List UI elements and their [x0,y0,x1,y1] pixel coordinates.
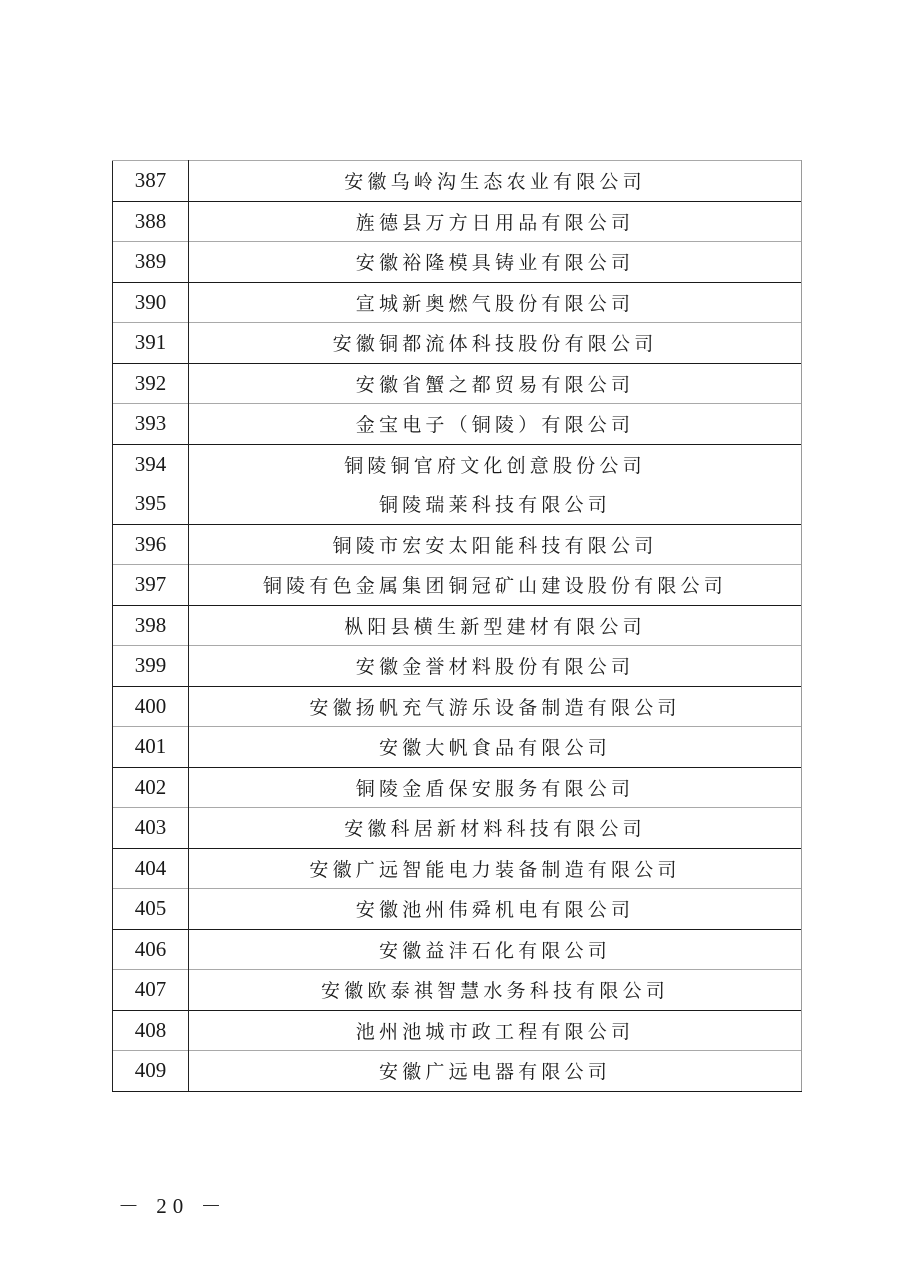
company-name: 安徽扬帆充气游乐设备制造有限公司 [189,686,802,727]
company-name: 安徽欧泰祺智慧水务科技有限公司 [189,970,802,1011]
company-name: 铜陵市宏安太阳能科技有限公司 [189,524,802,565]
row-number: 388 [113,201,189,242]
row-number: 403 [113,808,189,849]
company-name: 铜陵瑞莱科技有限公司 [189,484,802,524]
table-body [113,161,802,1092]
company-name: 安徽科居新材料科技有限公司 [189,808,802,849]
row-number: 392 [113,363,189,404]
table-row [113,1010,802,1051]
row-number: 395 [113,484,189,524]
table-row [113,767,802,808]
table-row [113,404,802,445]
company-name: 安徽省蟹之都贸易有限公司 [189,363,802,404]
table-row [113,363,802,404]
table-row [113,323,802,364]
table-row [113,929,802,970]
company-name: 旌德县万方日用品有限公司 [189,201,802,242]
row-number: 397 [113,565,189,606]
row-number: 402 [113,767,189,808]
table-row [113,242,802,283]
table-row [113,970,802,1011]
table-row [113,444,802,484]
table-row [113,201,802,242]
table-row [113,848,802,889]
row-number: 399 [113,646,189,687]
row-number: 405 [113,889,189,930]
company-list-table [112,160,802,1092]
company-name: 宣城新奥燃气股份有限公司 [189,282,802,323]
row-number: 400 [113,686,189,727]
row-number: 393 [113,404,189,445]
row-number: 404 [113,848,189,889]
company-name: 铜陵铜官府文化创意股份公司 [189,444,802,484]
company-name: 金宝电子（铜陵）有限公司 [189,404,802,445]
row-number: 407 [113,970,189,1011]
table-row [113,1051,802,1092]
row-number: 391 [113,323,189,364]
row-number: 390 [113,282,189,323]
company-name: 安徽大帆食品有限公司 [189,727,802,768]
company-name: 安徽金誉材料股份有限公司 [189,646,802,687]
table-row [113,484,802,524]
row-number: 409 [113,1051,189,1092]
company-name: 安徽广远智能电力装备制造有限公司 [189,848,802,889]
table-row [113,808,802,849]
table-row [113,605,802,646]
table-row [113,646,802,687]
table-row [113,686,802,727]
row-number: 394 [113,444,189,484]
table-row [113,161,802,202]
row-number: 387 [113,161,189,202]
row-number: 401 [113,727,189,768]
row-number: 389 [113,242,189,283]
table-row [113,524,802,565]
row-number: 396 [113,524,189,565]
company-name: 安徽铜都流体科技股份有限公司 [189,323,802,364]
table-row [113,889,802,930]
row-number: 408 [113,1010,189,1051]
company-name: 铜陵金盾保安服务有限公司 [189,767,802,808]
company-name: 安徽池州伟舜机电有限公司 [189,889,802,930]
company-name: 池州池城市政工程有限公司 [189,1010,802,1051]
table-row [113,282,802,323]
table-row [113,565,802,606]
company-name: 安徽广远电器有限公司 [189,1051,802,1092]
table-row [113,727,802,768]
row-number: 398 [113,605,189,646]
page-number: － 20 － [118,1194,228,1218]
row-number: 406 [113,929,189,970]
company-name: 铜陵有色金属集团铜冠矿山建设股份有限公司 [189,565,802,606]
company-name: 安徽裕隆模具铸业有限公司 [189,242,802,283]
company-name: 安徽益沣石化有限公司 [189,929,802,970]
company-name: 安徽乌岭沟生态农业有限公司 [189,161,802,202]
company-name: 枞阳县横生新型建材有限公司 [189,605,802,646]
